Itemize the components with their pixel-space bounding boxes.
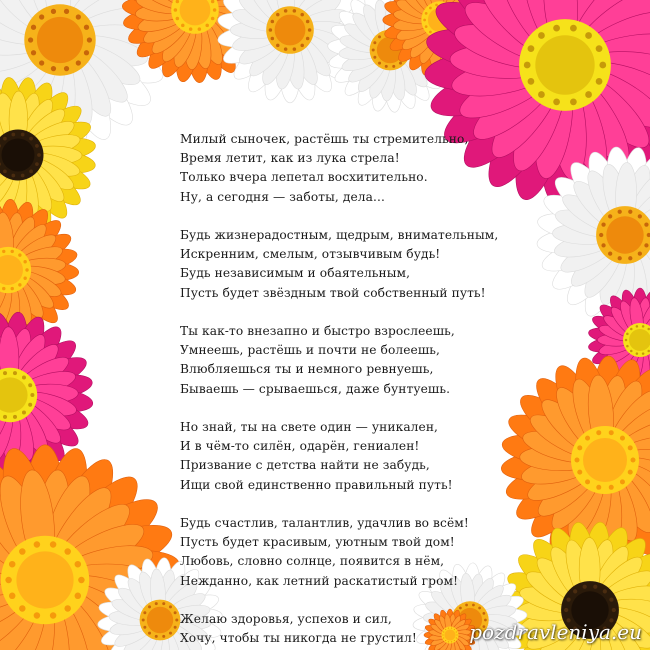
poem-line: Умнеешь, растёшь и почти не болеешь, xyxy=(180,343,440,358)
poem-line: Хочу, чтобы ты никогда не грустил! xyxy=(180,631,417,646)
poem-stanza xyxy=(180,130,540,207)
watermark-text: pozdravleniya.eu xyxy=(469,620,642,644)
poem-line: Призвание с детства найти не забудь, xyxy=(180,458,430,473)
poem-stanza xyxy=(180,226,540,303)
poem-line: Ищи свой единственно правильный путь! xyxy=(180,477,453,492)
poem-line: Желаю здоровья, успехов и сил, xyxy=(180,612,392,626)
poem-line: Пусть будет красивым, уютным твой дом! xyxy=(180,535,455,550)
poem-line: Время летит, как из лука стрела! xyxy=(180,151,400,166)
poem-line: Милый сыночек, растёшь ты стремительно, xyxy=(180,132,469,146)
poem-stanza xyxy=(180,514,540,591)
poem-stanza xyxy=(180,418,540,495)
poem-line: Но знай, ты на свете один — уникален, xyxy=(180,420,439,434)
poem-line: Влюбляешься ты и немного ревнуешь, xyxy=(180,362,434,377)
poem-line: Будь счастлив, талантлив, удачлив во всём! xyxy=(180,516,469,530)
poem-line: Любовь, словно солнце, появится в нём, xyxy=(180,554,445,569)
poem-line: Пусть будет звёздным твой собственный путь! xyxy=(180,285,486,300)
poem-line: Только вчера лепетал восхитительно. xyxy=(180,170,428,185)
poem-line: И в чём-то силён, одарён, гениален! xyxy=(180,439,420,454)
poem-line: Искренним, смелым, отзывчивым будь! xyxy=(180,247,441,262)
poem-line: Бываешь — срываешься, даже бунтуешь. xyxy=(180,381,451,396)
poem-line: Будь жизнерадостным, щедрым, внимательным, xyxy=(180,228,499,242)
poem-stanza xyxy=(180,322,540,399)
poem-text xyxy=(180,130,540,650)
poem-line: Ну, а сегодня — заботы, дела... xyxy=(180,189,385,204)
poem-line: Будь независимым и обаятельным, xyxy=(180,266,411,281)
poem-line: Ты как-то внезапно и быстро взрослеешь, xyxy=(180,324,455,338)
poem-line: Нежданно, как летний раскатистый гром! xyxy=(180,573,459,588)
